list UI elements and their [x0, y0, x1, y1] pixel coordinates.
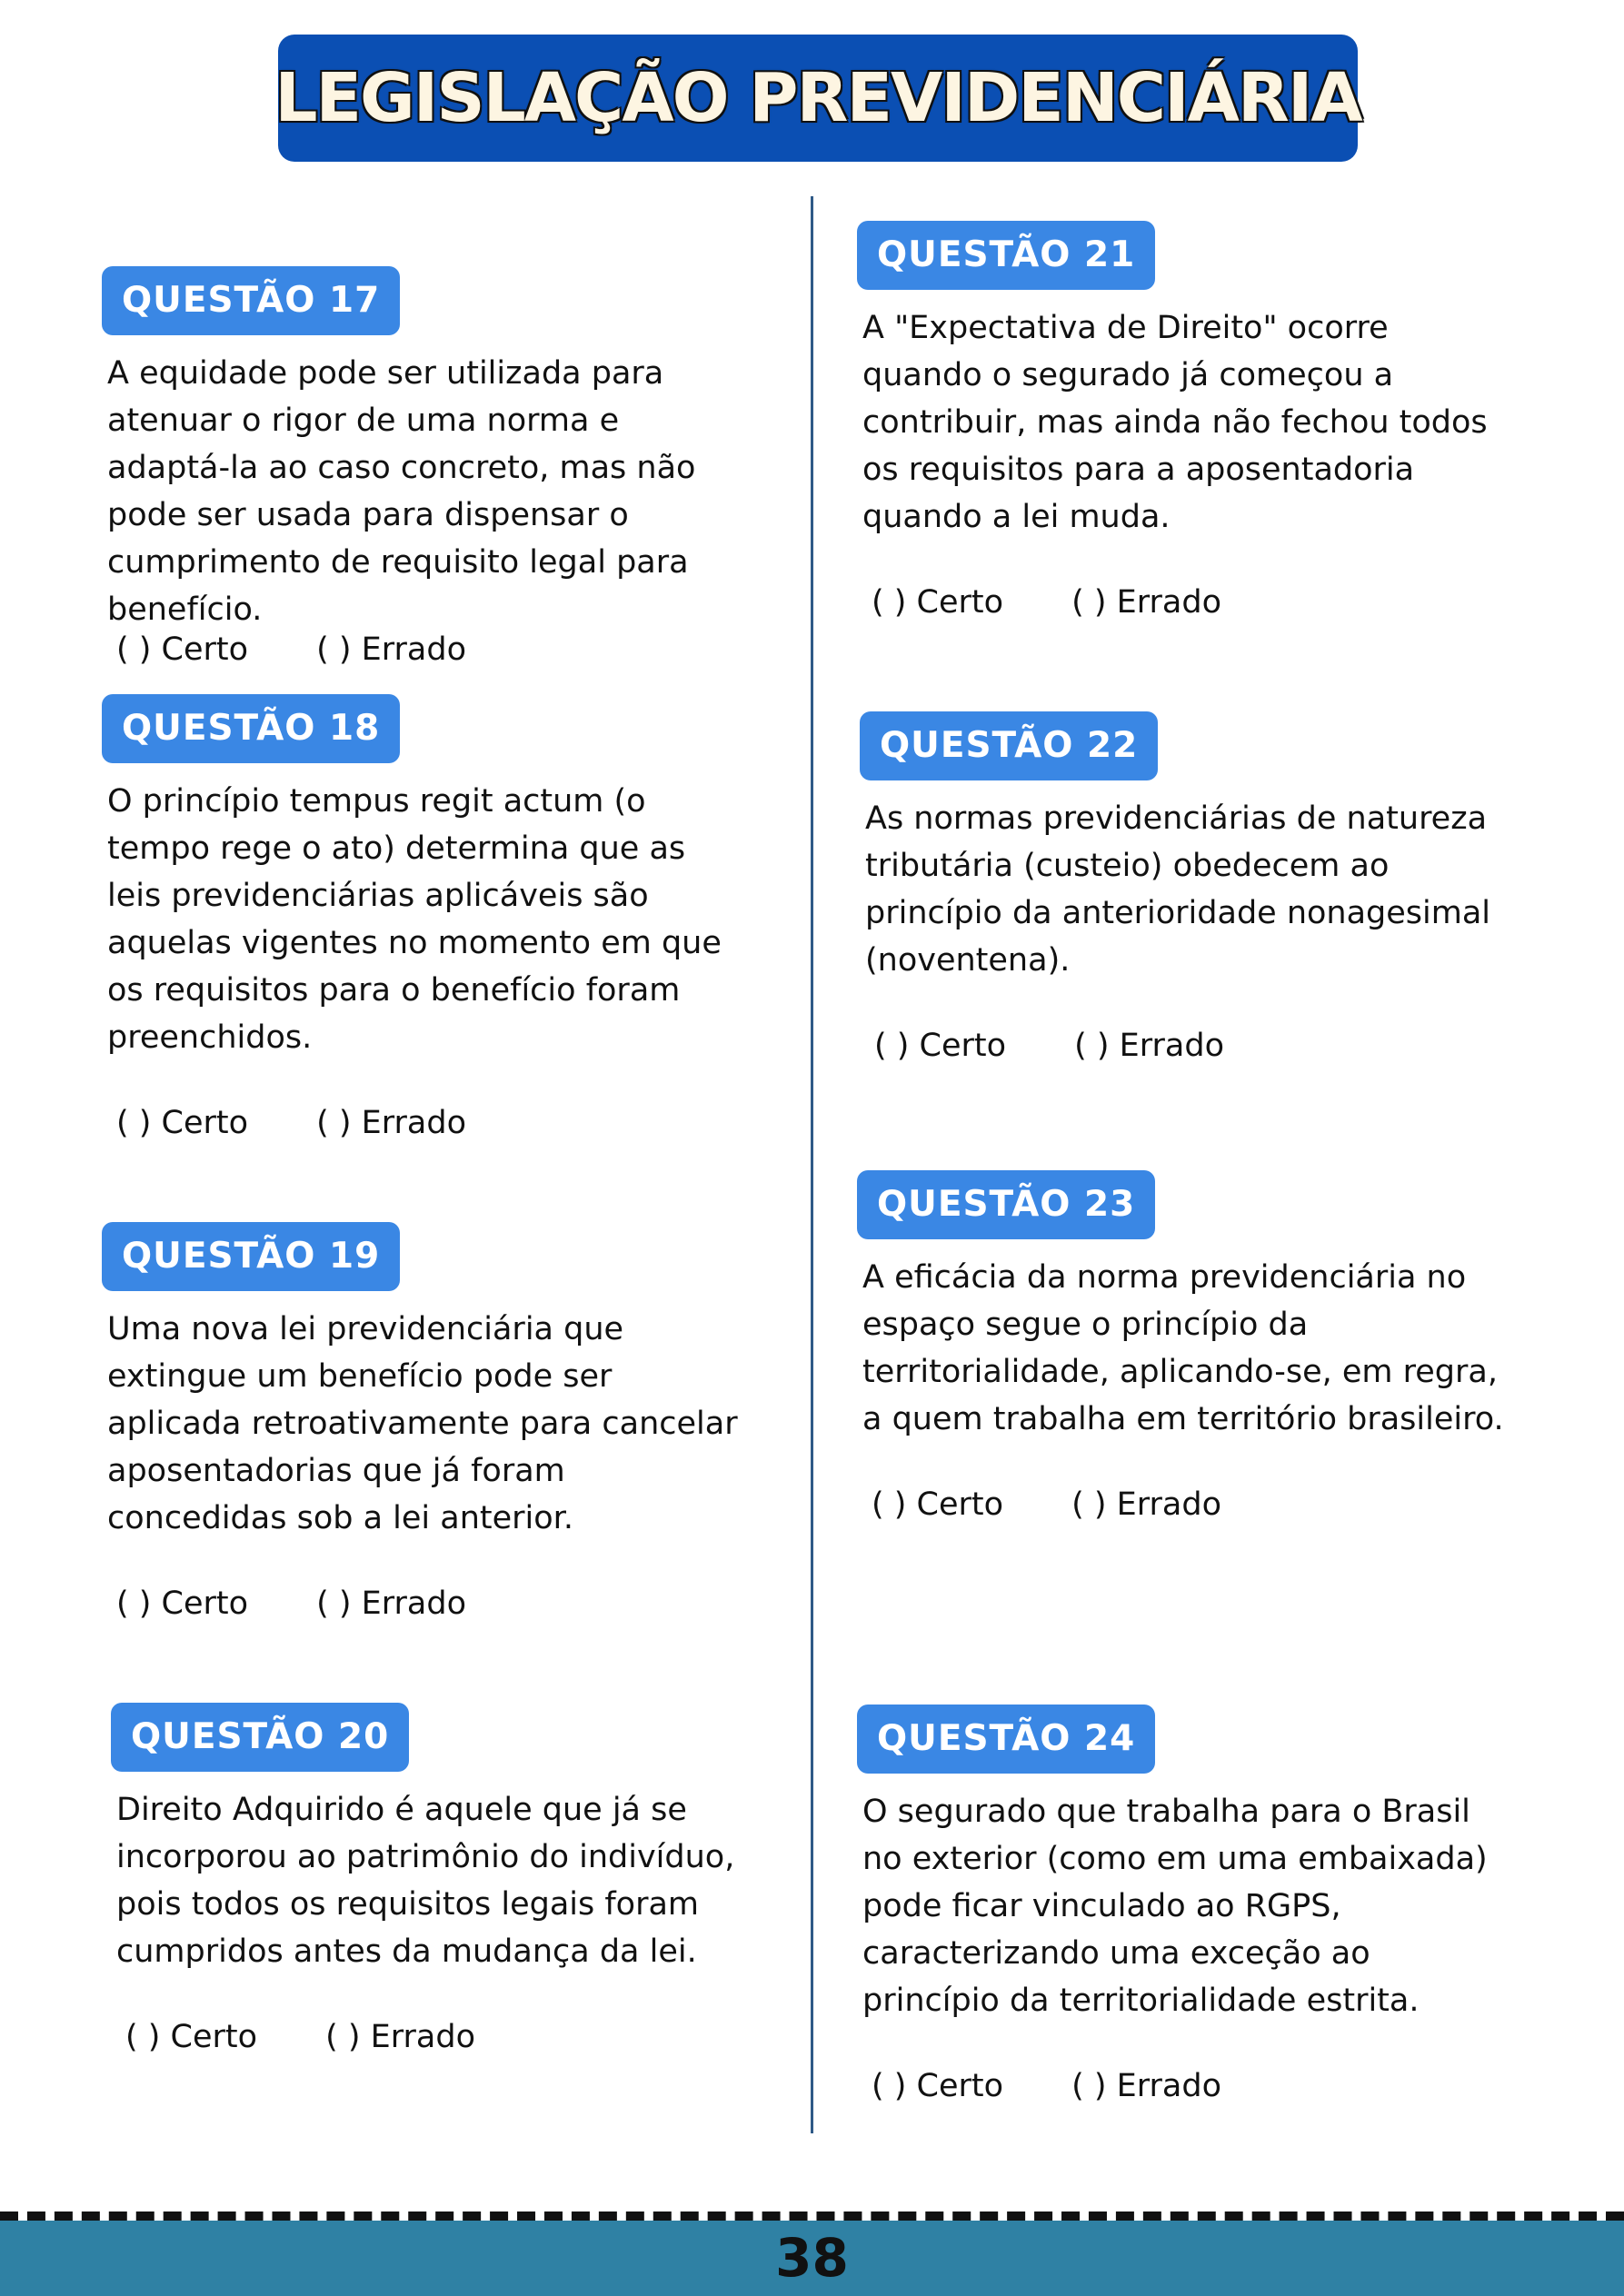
question-badge: QUESTÃO 21 [857, 221, 1155, 290]
answer-options [116, 1580, 747, 1627]
answer-options [874, 1022, 1514, 1069]
question-text: O segurado que trabalha para o Brasil no exterior (como em uma embaixada) pode ficar vinculado ao RGPS, caracterizando uma exceção ao princípio da territorialidade estrita. [862, 1794, 1488, 2019]
option-errado[interactable]: ( ) Errado [1071, 1486, 1221, 1523]
question-text: O princípio tempus regit actum (o tempo rege o ato) determina que as leis previdenciárias aplicáveis são aquelas vigentes no momento em que os requisitos para o benefício foram preenchidos. [107, 783, 722, 1056]
question-text: As normas previdenciárias de natureza tributária (custeio) obedecem ao princípio da anterioridade nonagesimal (noventena). [865, 800, 1491, 979]
option-certo[interactable]: ( ) Certo [116, 1105, 249, 1141]
question-text: A eficácia da norma previdenciária no espaço segue o princípio da territorialidade, aplicando-se, em regra, a quem trabalha em território brasileiro. [862, 1259, 1504, 1437]
option-errado[interactable]: ( ) Errado [316, 631, 466, 668]
question-badge: QUESTÃO 20 [111, 1703, 409, 1772]
question-badge: QUESTÃO 22 [860, 711, 1158, 780]
option-certo[interactable]: ( ) Certo [872, 1486, 1004, 1523]
option-certo[interactable]: ( ) Certo [872, 2068, 1004, 2104]
answer-options [125, 2013, 756, 2061]
option-certo[interactable]: ( ) Certo [872, 584, 1004, 621]
answer-options [116, 1099, 747, 1147]
question-24 [857, 1705, 1511, 2110]
option-errado[interactable]: ( ) Errado [1074, 1028, 1224, 1064]
option-certo[interactable]: ( ) Certo [116, 631, 249, 668]
question-badge: QUESTÃO 23 [857, 1170, 1155, 1239]
column-divider [811, 196, 813, 2133]
option-errado[interactable]: ( ) Errado [325, 2019, 475, 2055]
question-text: A "Expectativa de Direito" ocorre quando o segurado já começou a contribuir, mas ainda não fechou todos os requisitos para a aposentadoria quando a lei muda. [862, 310, 1488, 535]
answer-options [872, 579, 1511, 626]
option-errado[interactable]: ( ) Errado [1071, 584, 1221, 621]
option-certo[interactable]: ( ) Certo [125, 2019, 258, 2055]
question-23 [857, 1170, 1511, 1528]
page-title: LEGISLAÇÃO PREVIDENCIÁRIA [274, 59, 1361, 137]
question-21 [857, 221, 1511, 626]
footer-dashed-line [0, 2212, 1624, 2221]
option-certo[interactable]: ( ) Certo [116, 1585, 249, 1622]
answer-options [116, 626, 747, 673]
question-badge: QUESTÃO 19 [102, 1222, 400, 1291]
page-number: 38 [775, 2227, 849, 2289]
question-22 [860, 711, 1514, 1069]
question-text: Direito Adquirido é aquele que já se incorporou ao patrimônio do indivíduo, pois todos os requisitos legais foram cumpridos antes da mudança da lei. [116, 1792, 735, 1970]
question-19 [102, 1222, 747, 1627]
option-errado[interactable]: ( ) Errado [316, 1105, 466, 1141]
option-errado[interactable]: ( ) Errado [1071, 2068, 1221, 2104]
answer-options [872, 2062, 1511, 2110]
option-certo[interactable]: ( ) Certo [874, 1028, 1007, 1064]
question-text: A equidade pode ser utilizada para atenuar o rigor de uma norma e adaptá-la ao caso concreto, mas não pode ser usada para dispensar o cumprimento de requisito legal para benefício. [107, 355, 696, 628]
question-text: Uma nova lei previdenciária que extingue um benefício pode ser aplicada retroativamente para cancelar aposentadorias que já foram concedidas sob a lei anterior. [107, 1311, 738, 1536]
title-banner [274, 35, 1361, 162]
question-badge: QUESTÃO 17 [102, 266, 400, 335]
answer-options [872, 1481, 1511, 1528]
question-18 [102, 694, 747, 1147]
question-20 [111, 1703, 756, 2061]
question-badge: QUESTÃO 18 [102, 694, 400, 763]
question-badge: QUESTÃO 24 [857, 1705, 1155, 1774]
question-17 [102, 266, 747, 673]
option-errado[interactable]: ( ) Errado [316, 1585, 466, 1622]
